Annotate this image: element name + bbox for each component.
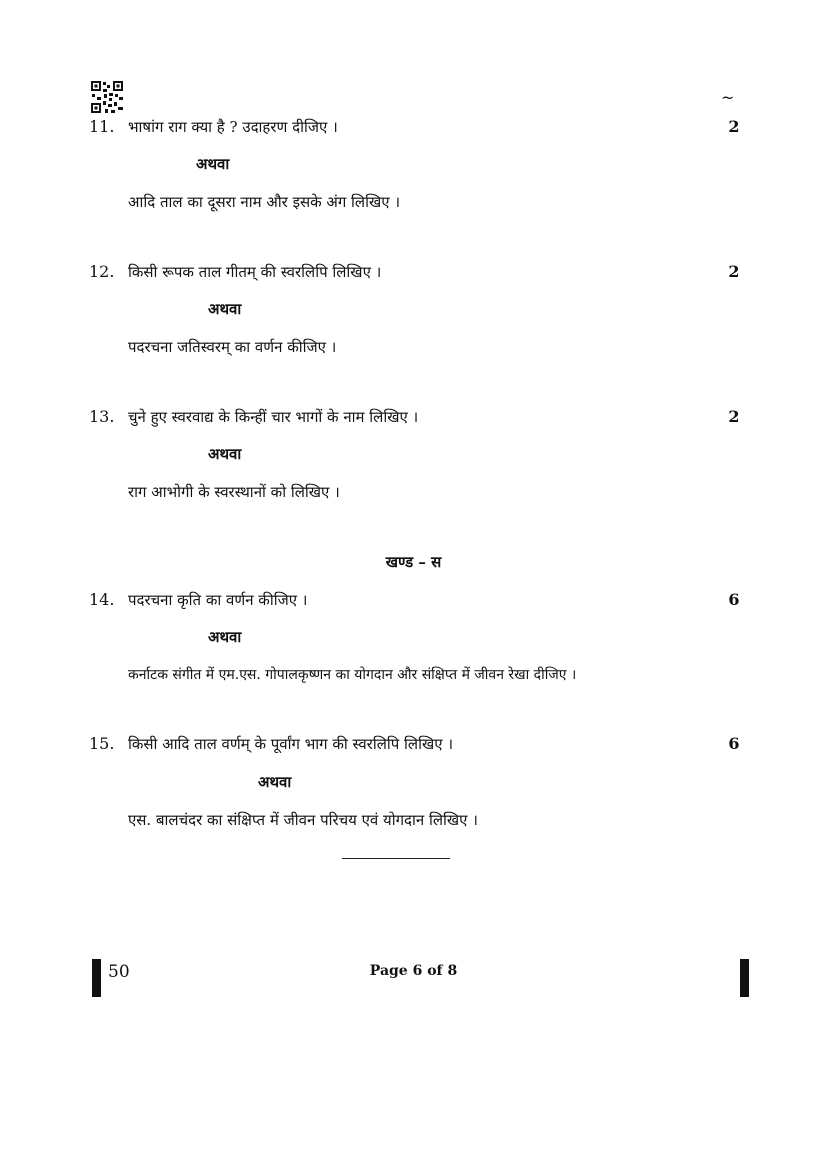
question-marks: 6 [728, 734, 740, 753]
or-label: अथवा [208, 445, 242, 463]
alternative-question: एस. बालचंदर का संक्षिप्त में जीवन परिचय एवं योगदान लिखिए । [128, 811, 478, 829]
section-heading: खण्ड – स [385, 553, 442, 571]
question-text: भाषांग राग क्या है ? उदाहरण दीजिए । [128, 118, 338, 136]
alternative-question: कर्नाटक संगीत में एम.एस. गोपालकृष्णन का योगदान और संक्षिप्त में जीवन रेखा दीजिए । [128, 667, 577, 683]
question-marks: 2 [728, 262, 740, 281]
question-text: किसी रूपक ताल गीतम् की स्वरलिपि लिखिए । [128, 263, 382, 281]
question-number: 12. [89, 262, 115, 281]
page-number: Page 6 of 8 [369, 963, 458, 979]
question-number: 14. [89, 590, 115, 609]
question-text: चुने हुए स्वरवाद्य के किन्हीं चार भागों के नाम लिखिए । [128, 408, 419, 426]
alternative-question: राग आभोगी के स्वरस्थानों को लिखिए । [128, 483, 340, 501]
question-marks: 2 [728, 117, 740, 136]
or-label: अथवा [208, 300, 242, 318]
question-number: 15. [89, 734, 115, 753]
question-text: किसी आदि ताल वर्णम् के पूर्वांग भाग की स्वरलिपि लिखिए । [128, 735, 454, 753]
or-label: अथवा [258, 773, 292, 791]
question-marks: 6 [728, 590, 740, 609]
qr-code-icon [90, 80, 124, 114]
right-footer-bar [740, 959, 749, 997]
or-label: अथवा [196, 155, 230, 173]
or-label: अथवा [208, 628, 242, 646]
alternative-question: आदि ताल का दूसरा नाम और इसके अंग लिखिए । [128, 193, 401, 211]
end-rule [342, 858, 450, 859]
alternative-question: पदरचना जतिस्वरम् का वर्णन कीजिए । [128, 338, 337, 356]
question-number: 13. [89, 407, 115, 426]
paper-code: 50 [108, 962, 130, 982]
header-tilde: ~ [721, 88, 735, 107]
question-marks: 2 [728, 407, 740, 426]
question-text: पदरचना कृति का वर्णन कीजिए । [128, 591, 308, 609]
question-number: 11. [89, 117, 115, 136]
